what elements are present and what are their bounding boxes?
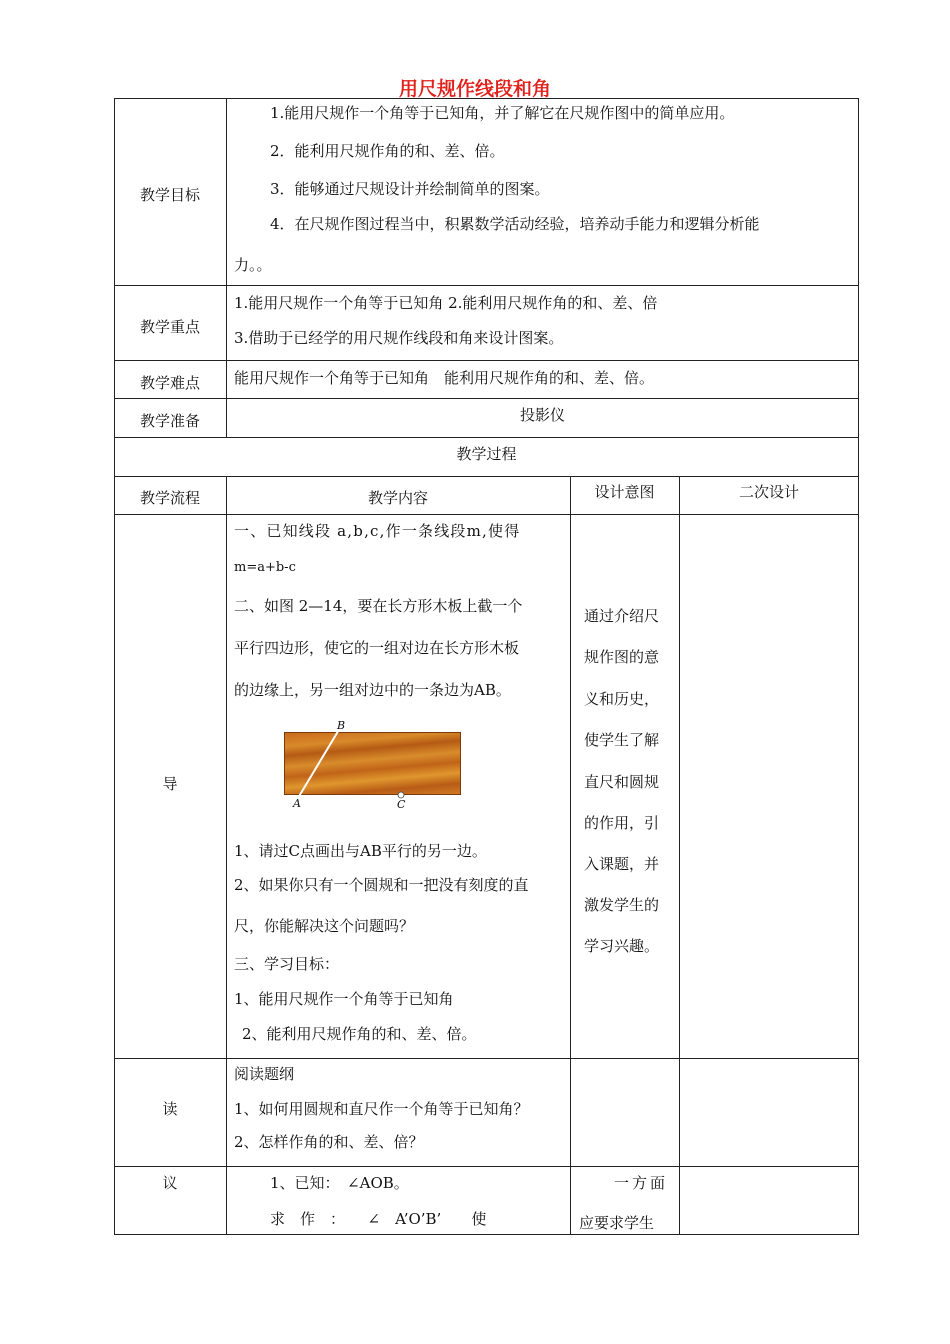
column-header: 设计意图 — [594, 483, 655, 501]
guide-line: 2、能利用尺规作角的和、差、倍。 — [242, 1025, 477, 1043]
segment-ab — [298, 728, 340, 798]
discuss-intent-line: 应要求学生 — [579, 1214, 655, 1232]
objective-item: 2．能利用尺规作角的和、差、倍。 — [270, 142, 505, 160]
objective-item: 1.能用尺规作一个角等于已知角，并了解它在尺规作图中的简单应用。 — [270, 104, 735, 122]
objective-item: 4．在尺规作图过程当中，积累数学活动经验，培养动手能力和逻辑分析能 — [270, 215, 760, 233]
col-divider — [679, 476, 680, 1235]
key-points-label: 教学重点 — [139, 318, 200, 336]
col-divider — [226, 476, 227, 1235]
intent-line: 义和历史， — [584, 690, 660, 708]
column-header: 教学内容 — [367, 489, 428, 507]
key-point-line: 1.能用尺规作一个角等于已知角 2.能利用尺规作角的和、差、倍 — [234, 294, 658, 312]
objective-item: 力。。 — [234, 256, 272, 274]
figure-label-a: A — [293, 797, 301, 810]
col-divider — [226, 98, 227, 437]
guide-line: 1、请过C点画出与AB平行的另一边。 — [234, 842, 487, 860]
intent-line: 规作图的意 — [584, 648, 660, 666]
discuss-intent-line: 一方面 — [614, 1174, 669, 1192]
col-divider — [570, 476, 571, 1235]
intent-line: 直尺和圆规 — [584, 773, 660, 791]
guide-line: 的边缘上，另一组对边中的一条边为AB。 — [234, 681, 511, 699]
intent-line: 通过介绍尺 — [584, 607, 660, 625]
intent-line: 入课题，并 — [584, 855, 660, 873]
guide-line: 2、如果你只有一个圆规和一把没有刻度的直 — [234, 876, 529, 894]
guide-line: 尺，你能解决这个问题吗？ — [234, 917, 415, 935]
difficulties-text: 能用尺规作一个角等于已知角 能利用尺规作角的和、差、倍。 — [234, 369, 655, 387]
read-label: 读 — [162, 1100, 178, 1118]
guide-line: m=a+b-c — [234, 560, 296, 575]
read-line: 2、怎样作角的和、差、倍？ — [234, 1133, 424, 1151]
discuss-line: 1、已知： ∠AOB。 — [270, 1174, 409, 1192]
preparation-label: 教学准备 — [139, 412, 200, 430]
guide-line: 三、学习目标： — [234, 955, 340, 973]
discuss-line: 求 作 ： ∠ A’O’B’ 使 — [270, 1210, 487, 1228]
preparation-text: 投影仪 — [519, 406, 565, 424]
column-header: 二次设计 — [738, 483, 799, 501]
objectives-label: 教学目标 — [139, 186, 200, 204]
row-divider — [114, 437, 859, 438]
figure-label-c: C — [397, 798, 406, 811]
column-header: 教学流程 — [139, 489, 200, 507]
read-line: 1、如何用圆规和直尺作一个角等于已知角？ — [234, 1100, 529, 1118]
objective-item: 3．能够通过尺规设计并绘制简单的图案。 — [270, 180, 550, 198]
figure-label-b: B — [337, 719, 346, 732]
intent-line: 的作用，引 — [584, 814, 660, 832]
read-line: 阅读题纲 — [234, 1065, 295, 1083]
intent-line: 学习兴趣。 — [584, 937, 660, 955]
guide-line: 1、能用尺规作一个角等于已知角 — [234, 990, 454, 1008]
guide-line: 平行四边形，使它的一组对边在长方形木板 — [234, 639, 520, 657]
difficulties-label: 教学难点 — [139, 374, 200, 392]
guide-line: 二、如图 2—14，要在长方形木板上截一个 — [234, 597, 523, 615]
intent-line: 使学生了解 — [584, 731, 660, 749]
guide-line: 一、已知线段 a,b,c,作一条线段m,使得 — [234, 522, 521, 540]
discuss-label: 议 — [162, 1174, 178, 1192]
intent-line: 激发学生的 — [584, 896, 660, 914]
parallelogram-figure — [280, 720, 470, 820]
page-title: 用尺规作线段和角 — [398, 78, 551, 100]
process-title: 教学过程 — [456, 445, 517, 463]
key-point-line: 3.借助于已经学的用尺规作线段和角来设计图案。 — [234, 329, 564, 347]
guide-label: 导 — [162, 775, 178, 793]
